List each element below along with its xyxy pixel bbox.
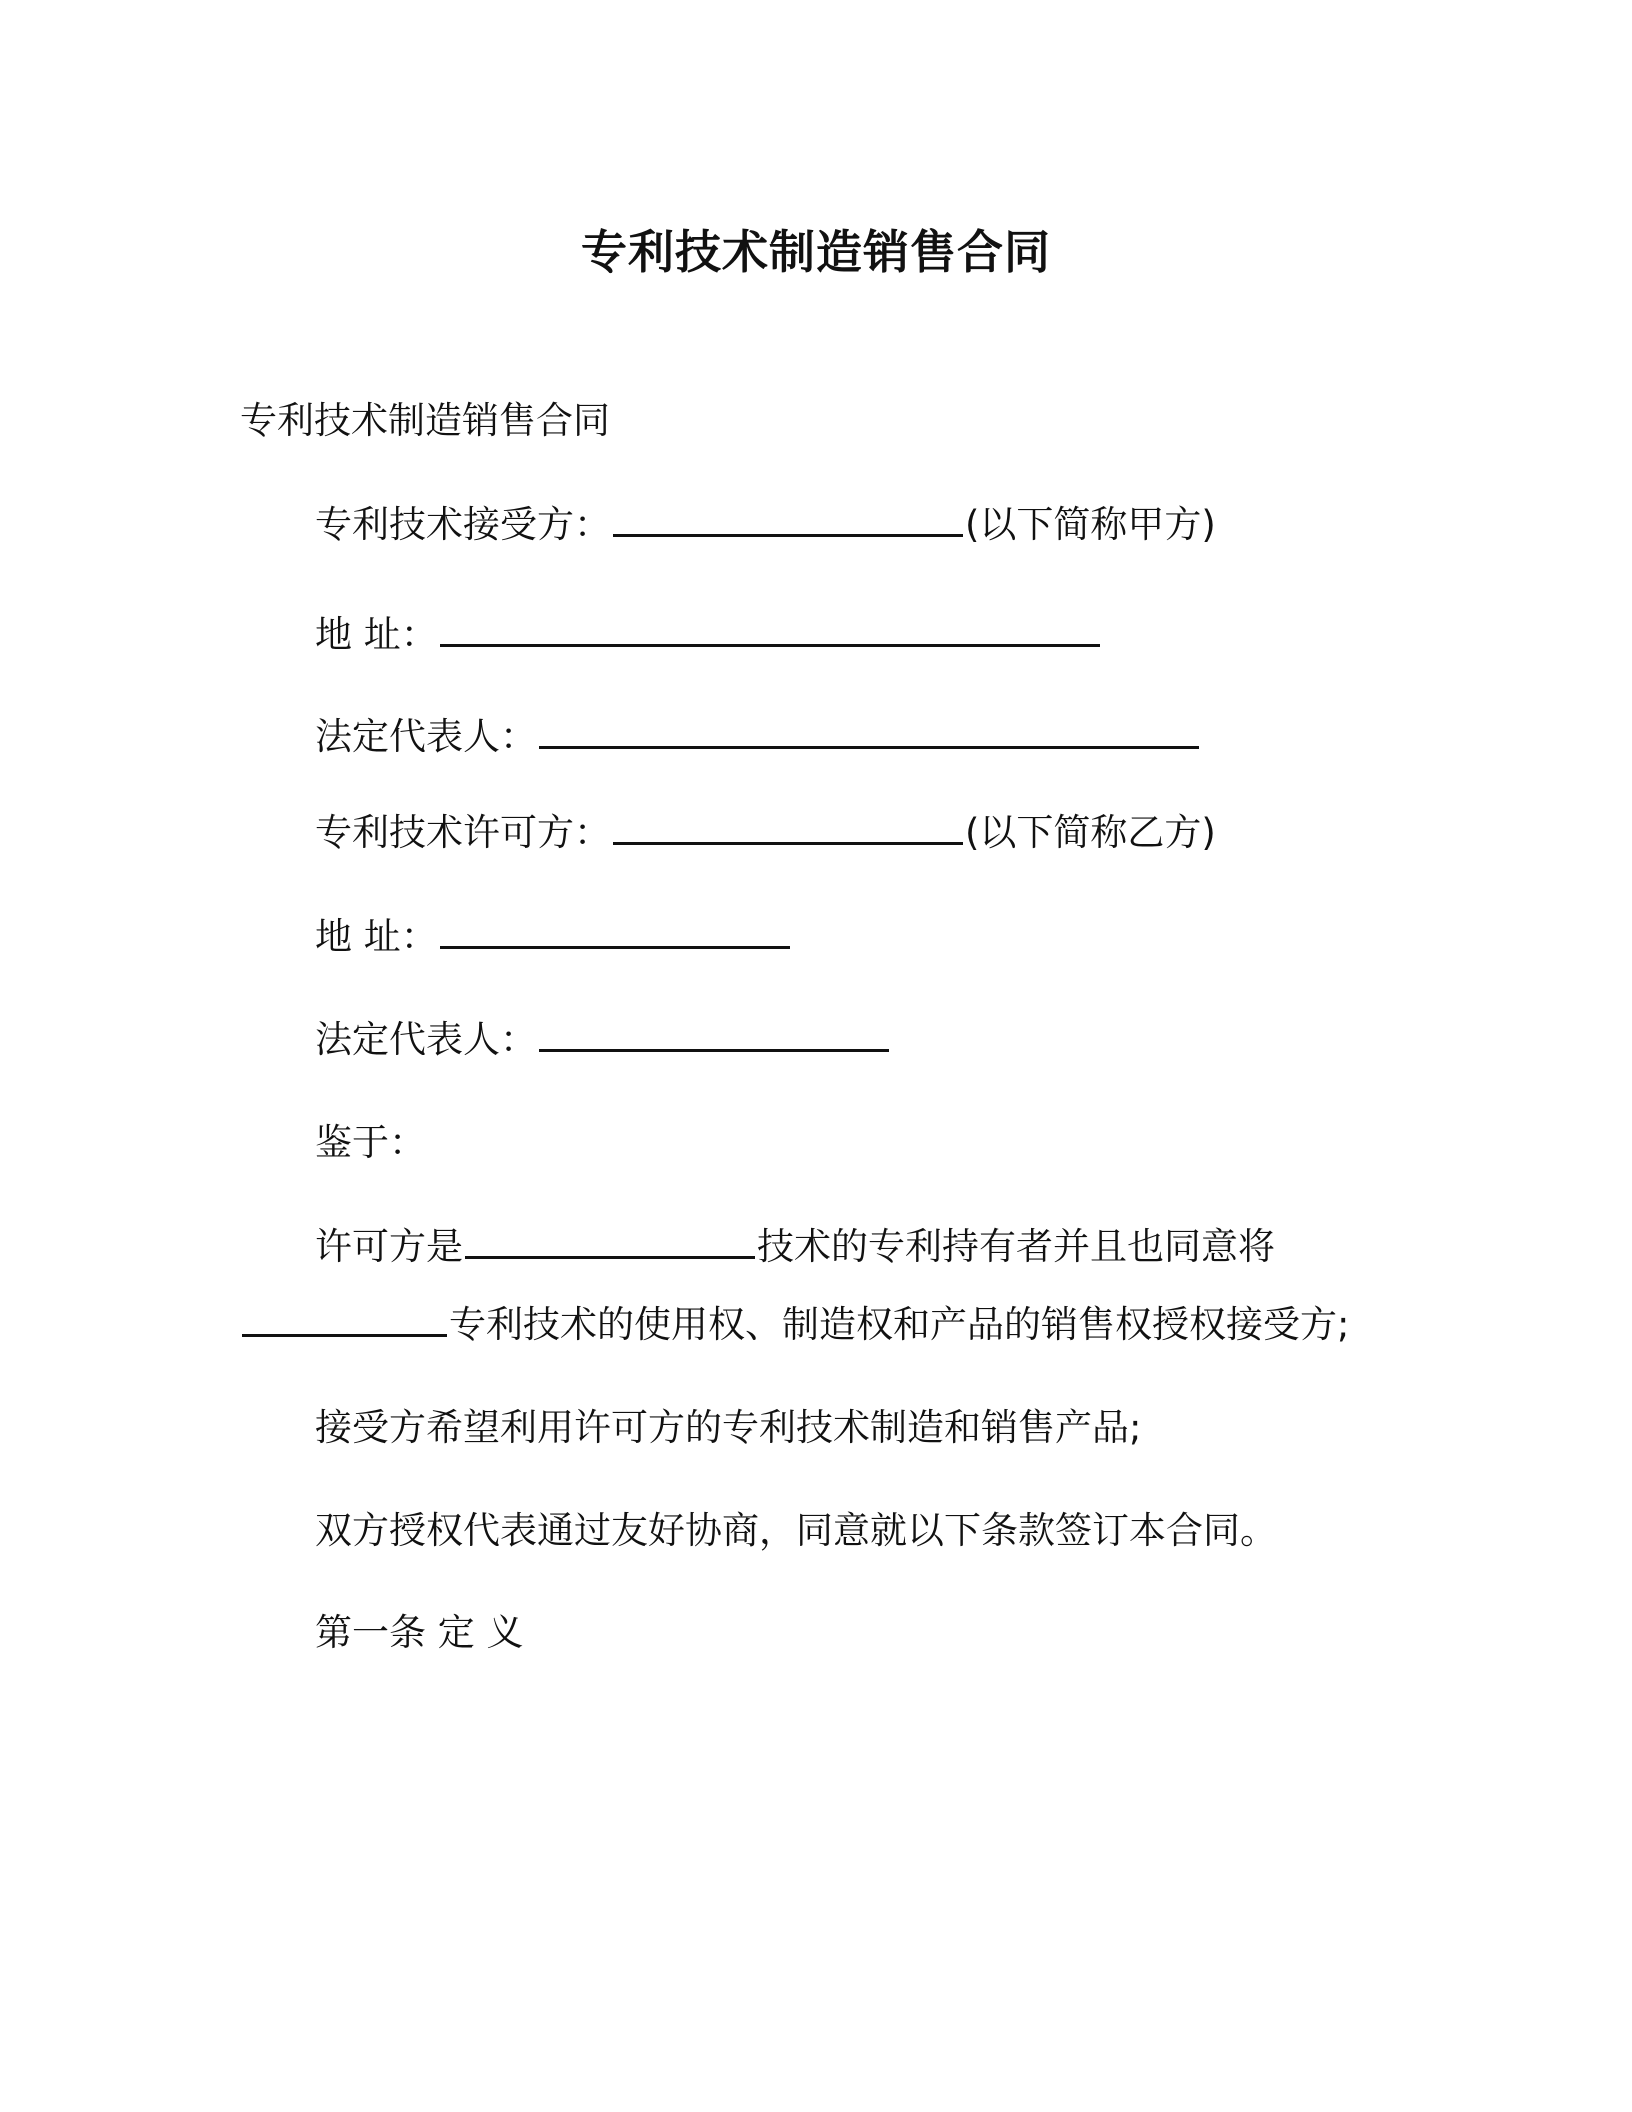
licensor-suffix: (以下简称乙方): [965, 811, 1216, 854]
recital-1-end: 专利技术的使用权、制造权和产品的销售权授权接受方;: [449, 1303, 1350, 1346]
rep-label: 法定代表人：: [315, 715, 537, 758]
licensor-address-line: [315, 912, 792, 962]
address-label: 地 址：: [315, 613, 438, 656]
rep-blank: [539, 1015, 889, 1052]
recital-1-line-1: [315, 1222, 1275, 1272]
recital-1-blank-1: [465, 1222, 755, 1259]
licensor-rep-line: [315, 1015, 891, 1065]
recital-1-line-2: [240, 1300, 1349, 1350]
recital-1-start: 许可方是: [315, 1225, 463, 1268]
address-blank: [440, 912, 790, 949]
licensor-blank: [613, 808, 963, 845]
rep-blank: [539, 712, 1199, 749]
licensee-line: [315, 500, 1216, 550]
licensee-rep-line: [315, 712, 1201, 762]
document-subtitle: 专利技术制造销售合同: [240, 399, 610, 442]
whereas-heading: 鉴于：: [315, 1121, 426, 1164]
licensee-blank: [613, 500, 963, 537]
document-title: 专利技术制造销售合同: [581, 225, 1051, 279]
recital-3: 双方授权代表通过友好协商，同意就以下条款签订本合同。: [315, 1509, 1277, 1552]
recital-1-blank-2: [242, 1300, 447, 1337]
address-blank: [440, 610, 1100, 647]
address-label: 地 址：: [315, 915, 438, 958]
licensor-label: 专利技术许可方：: [315, 811, 611, 854]
licensee-address-line: [315, 610, 1102, 660]
licensee-suffix: (以下简称甲方): [965, 503, 1216, 546]
licensee-label: 专利技术接受方：: [315, 503, 611, 546]
article-1-heading: 第一条 定 义: [315, 1611, 524, 1654]
recital-2: 接受方希望利用许可方的专利技术制造和销售产品;: [315, 1406, 1142, 1449]
recital-1-mid: 技术的专利持有者并且也同意将: [757, 1225, 1275, 1268]
rep-label: 法定代表人：: [315, 1018, 537, 1061]
licensor-line: [315, 808, 1216, 858]
